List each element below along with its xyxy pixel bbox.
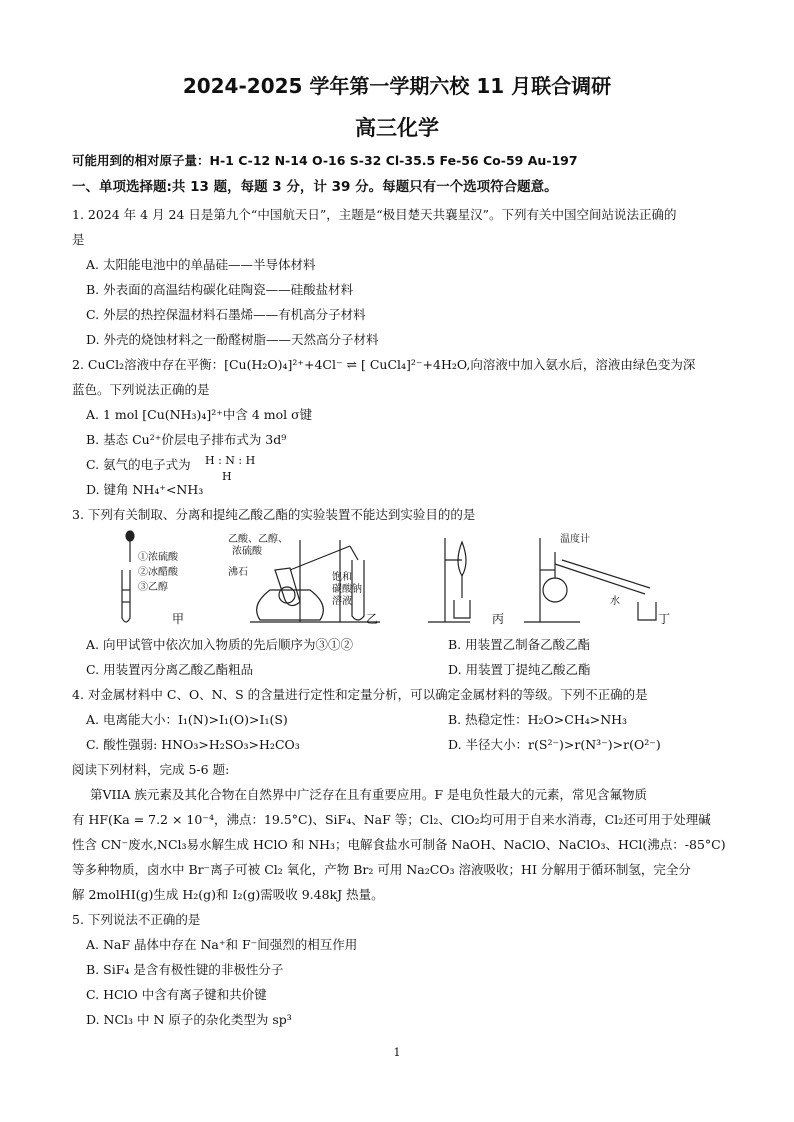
- q2-electron-formula: H : N : H: [205, 454, 256, 467]
- q2-option-c: C. 氨气的电子式为: [86, 457, 191, 472]
- q3-stem: 3. 下列有关制取、分离和提纯乙酸乙酯的实验装置不能达到实验目的的是: [72, 507, 476, 522]
- q3-option-a: A. 向甲试管中依次加入物质的先后顺序为③①②: [86, 637, 353, 652]
- fig-ding-label-2: 水: [610, 596, 620, 607]
- fig-jia-label-1: ①浓硫酸: [138, 552, 178, 563]
- fig-ding-label-1: 温度计: [560, 534, 590, 545]
- q4-option-a: A. 电离能大小：I₁(N)>I₁(O)>I₁(S): [86, 712, 288, 727]
- fig-bing-drawing: [428, 538, 470, 622]
- fig-yi-label-1: 乙酸、乙醇、: [228, 534, 288, 545]
- q4-option-d: D. 半径大小：r(S²⁻)>r(N³⁻)>r(O²⁻): [448, 737, 661, 752]
- q2-stem-cont: 蓝色。下列说法正确的是: [72, 382, 210, 397]
- q5-option-a: A. NaF 晶体中存在 Na⁺和 F⁻间强烈的相互作用: [86, 937, 358, 952]
- fig-yi-label-2: 浓硫酸: [232, 546, 262, 557]
- fig-ding-drawing: [524, 538, 656, 622]
- atomic-masses: 可能用到的相对原子量：H-1 C-12 N-14 O-16 S-32 Cl-35.5 Fe-56 Co-59 Au-197: [72, 153, 578, 168]
- fig-jia-drawing: [122, 531, 134, 622]
- q3-option-d: D. 用装置丁提纯乙酸乙酯: [448, 662, 591, 677]
- q1-option-c: C. 外层的热控保温材料石墨烯——有机高分子材料: [86, 307, 366, 322]
- q5-option-d: D. NCl₃ 中 N 原子的杂化类型为 sp³: [86, 1012, 292, 1027]
- q1-option-a: A. 太阳能电池中的单晶硅——半导体材料: [86, 257, 316, 272]
- reading-line-3: 性含 CN⁻废水,NCl₃易水解生成 HClO 和 NH₃；电解食盐水可制备 NaOH、NaClO、NaClO₃、HCl(沸点：-85°C): [72, 837, 726, 852]
- fig-jia-caption: 甲: [172, 612, 185, 626]
- q2-option-d: D. 键角 NH₄⁺<NH₃: [86, 482, 204, 497]
- fig-yi-label-4: 饱和: [332, 572, 352, 583]
- q4-option-c: C. 酸性强弱: HNO₃>H₂SO₃>H₂CO₃: [86, 737, 300, 752]
- q1-option-d: D. 外壳的烧蚀材料之一酚醛树脂——天然高分子材料: [86, 332, 379, 347]
- fig-yi-caption: 乙: [366, 612, 379, 626]
- q1-stem: 1. 2024 年 4 月 24 日是第九个“中国航天日”，主题是“极目楚天共襄星汉”。下列有关中国空间站说法正确的: [72, 207, 677, 222]
- reading-line-4: 等多种物质，卤水中 Br⁻离子可被 Cl₂ 氧化，产物 Br₂ 可用 Na₂CO₃ 溶液吸收；HI 分解用于循环制氢，完全分: [72, 862, 691, 877]
- page-number: 1: [393, 1046, 401, 1059]
- q5-option-b: B. SiF₄ 是含有极性键的非极性分子: [86, 962, 284, 977]
- reading-intro: 阅读下列材料，完成 5-6 题:: [72, 762, 230, 777]
- fig-ding-caption: 丁: [658, 612, 671, 626]
- reading-line-2: 有 HF(Ka = 7.2 × 10⁻⁴，沸点：19.5°C)、SiF₄、NaF 等；Cl₂、ClO₂均可用于自来水消毒，Cl₂还可用于处理碱: [72, 812, 711, 827]
- reading-line-1: 第VIIA 族元素及其化合物在自然界中广泛存在且有重要应用。F 是电负性最大的元素，常见含氟物质: [90, 787, 648, 802]
- exam-title: 2024-2025 学年第一学期六校 11 月联合调研: [182, 74, 612, 98]
- fig-yi-label-6: 溶液: [332, 596, 352, 607]
- fig-jia-label-3: ③乙醇: [138, 582, 168, 593]
- q2-option-a: A. 1 mol [Cu(NH₃)₄]²⁺中含 4 mol σ键: [86, 407, 313, 422]
- fig-yi-label-5: 碳酸钠: [332, 584, 362, 595]
- q2-option-b: B. 基态 Cu²⁺价层电子排布式为 3d⁹: [86, 432, 287, 447]
- q2-electron-formula-h: H: [222, 470, 232, 483]
- q3-apparatus-figures: [110, 530, 670, 630]
- reading-line-5: 解 2molHI(g)生成 H₂(g)和 I₂(g)需吸收 9.48kJ 热量。: [72, 887, 384, 902]
- q5-option-c: C. HClO 中含有离子键和共价键: [86, 987, 267, 1002]
- q1-stem-cont: 是: [72, 232, 85, 247]
- q4-option-b: B. 热稳定性：H₂O>CH₄>NH₃: [448, 712, 628, 727]
- q3-option-c: C. 用装置丙分离乙酸乙酯粗品: [86, 662, 254, 677]
- fig-yi-label-3: 沸石: [228, 567, 248, 578]
- q1-option-b: B. 外表面的高温结构碳化硅陶瓷——硅酸盐材料: [86, 282, 354, 297]
- q2-stem: 2. CuCl₂溶液中存在平衡：[Cu(H₂O)₄]²⁺+4Cl⁻ ⇌ [ CuCl₄]²⁻+4H₂O,向溶液中加入氨水后，溶液由绿色变为深: [72, 357, 696, 372]
- q5-stem: 5. 下列说法不正确的是: [72, 912, 201, 927]
- exam-subject: 高三化学: [355, 116, 439, 140]
- fig-jia-label-2: ②冰醋酸: [138, 567, 178, 578]
- q3-option-b: B. 用装置乙制备乙酸乙酯: [448, 637, 591, 652]
- q4-stem: 4. 对金属材料中 C、O、N、S 的含量进行定性和定量分析，可以确定金属材料的等级。下列不正确的是: [72, 687, 648, 702]
- section-heading: 一、单项选择题:共 13 题，每题 3 分，计 39 分。每题只有一个选项符合题意。: [72, 179, 558, 195]
- apparatus-drawing: [110, 530, 670, 630]
- fig-bing-caption: 丙: [492, 612, 505, 626]
